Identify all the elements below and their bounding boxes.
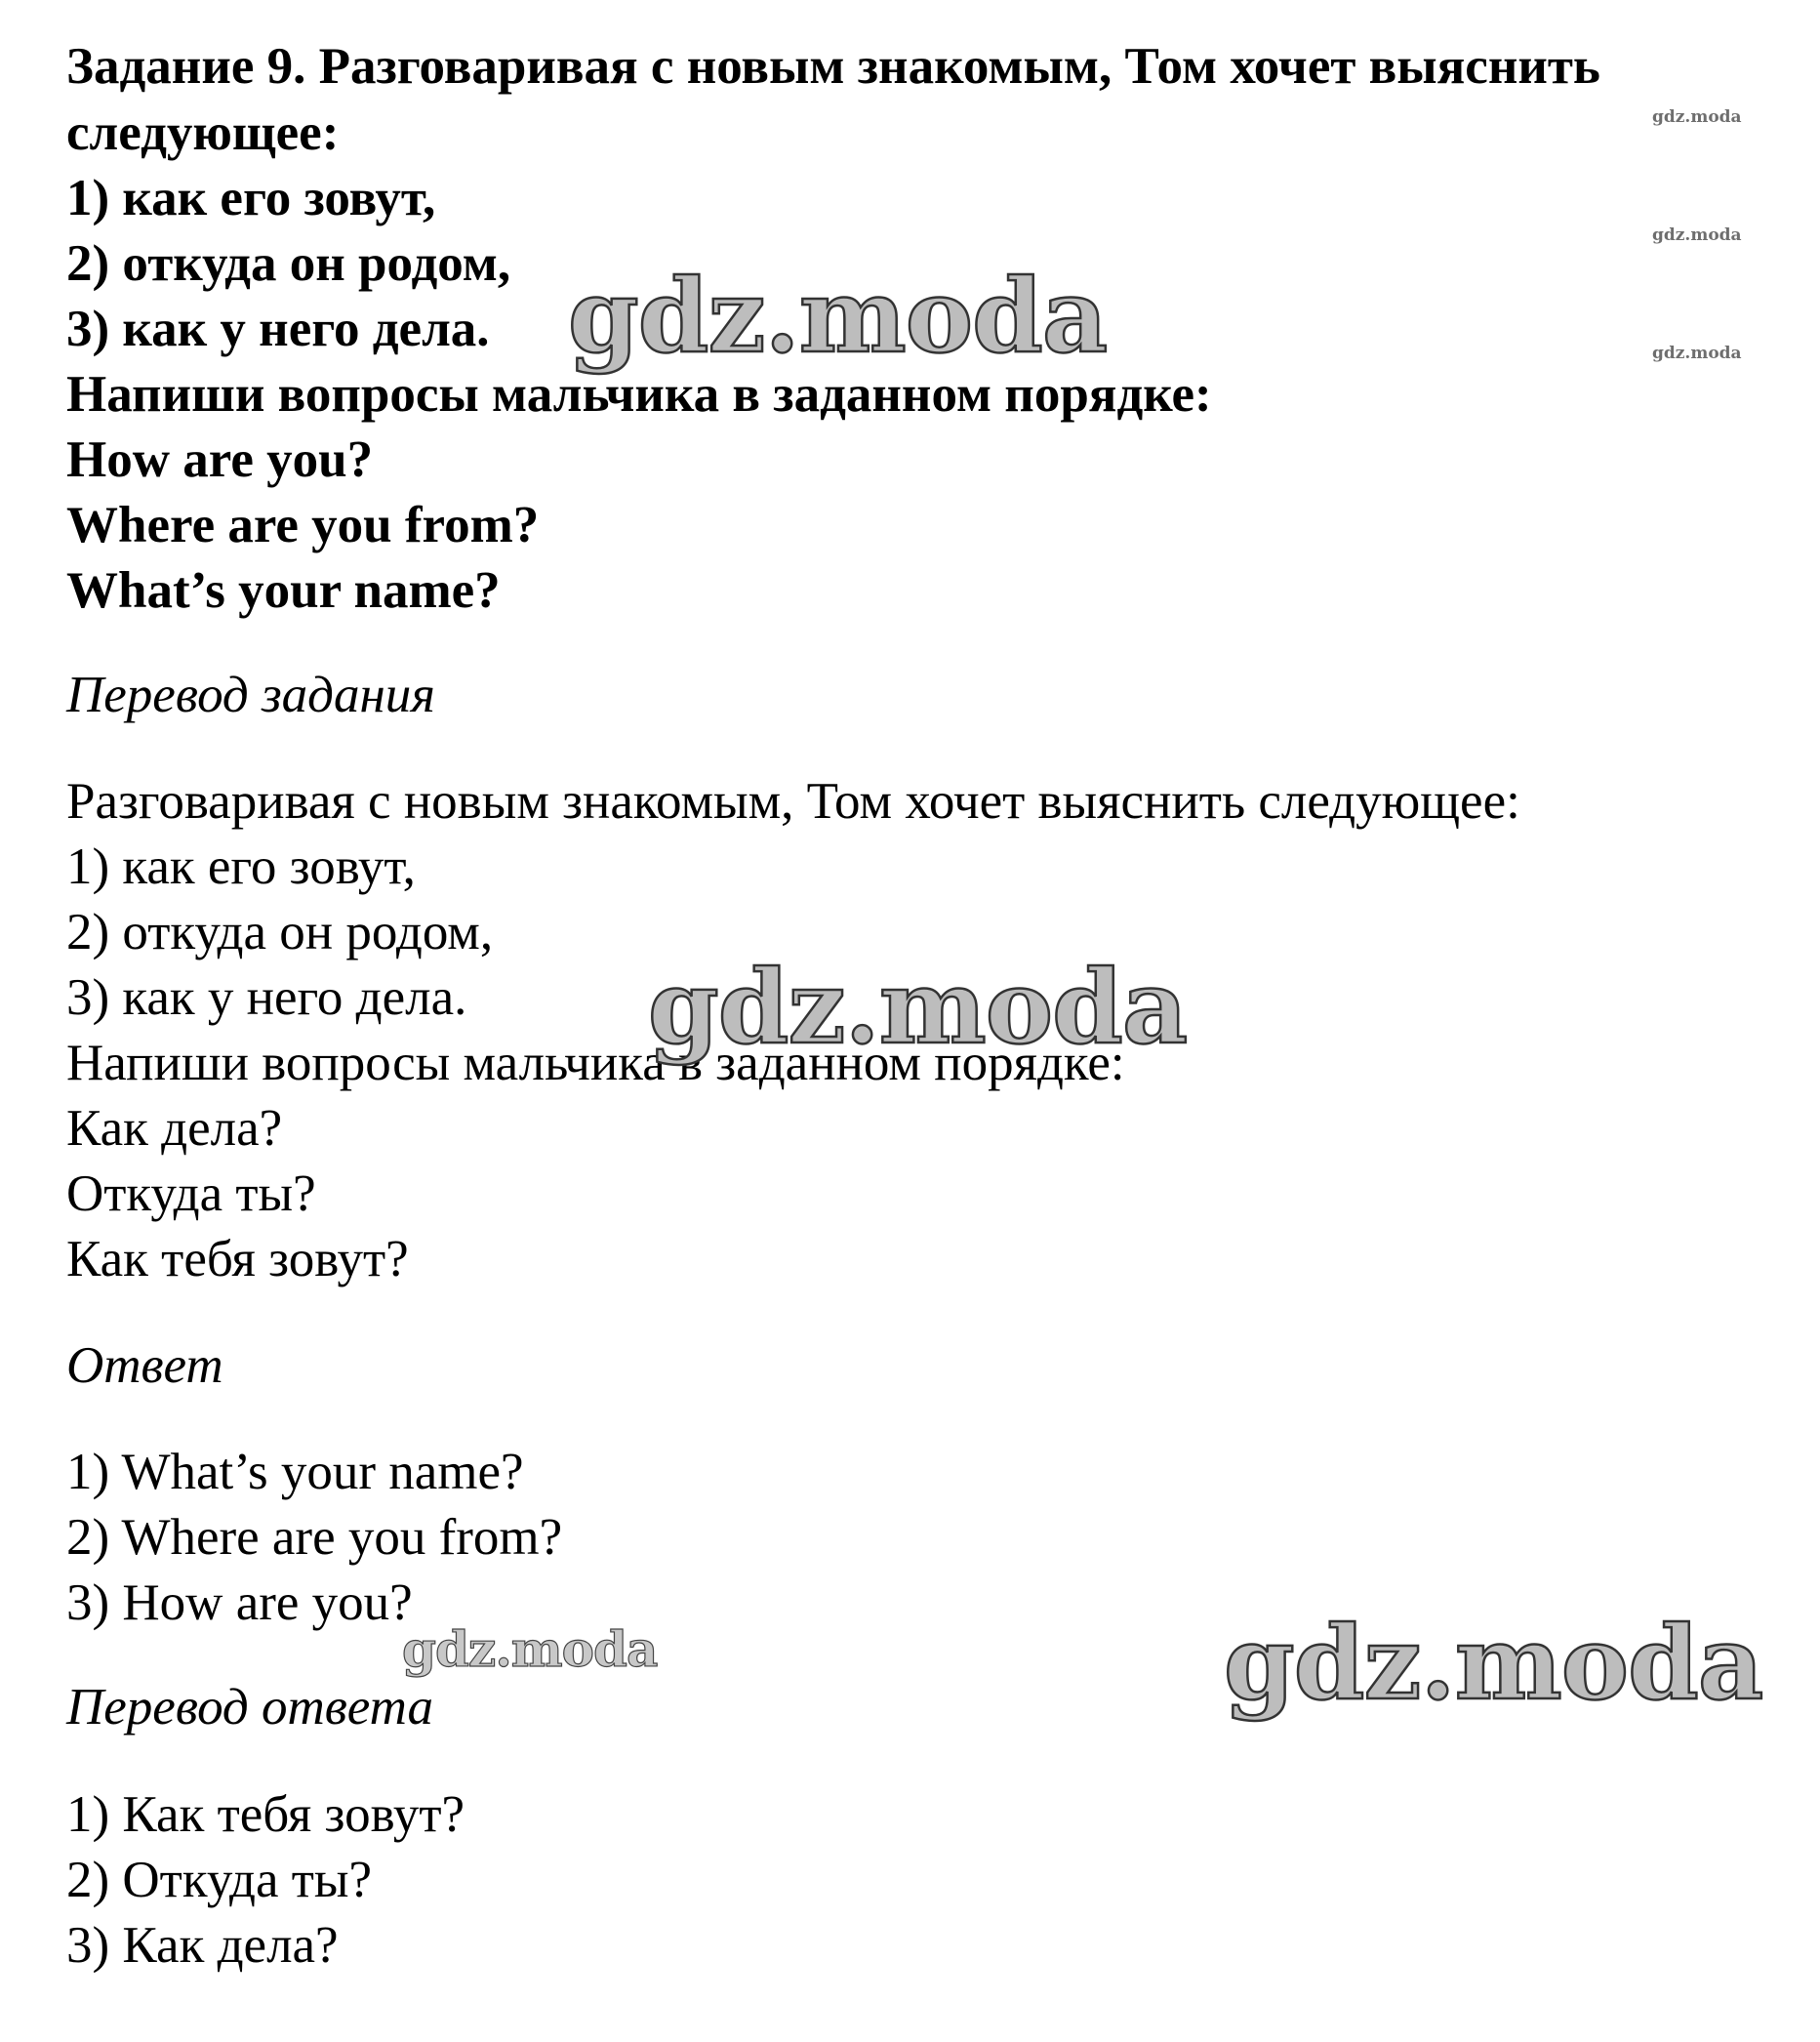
- translation-item-1: 1) как его зовут,: [66, 838, 416, 895]
- translation-intro: Разговаривая с новым знакомым, Том хочет выяснить следующее:: [66, 773, 1520, 830]
- translation-question-1: Как дела?: [66, 1100, 283, 1157]
- task-heading-line2: следующее:: [66, 104, 340, 161]
- task-item-3: 3) как у него дела.: [66, 301, 490, 357]
- watermark-logo: gdz.moda: [1224, 1603, 1763, 1723]
- task-instruction: Напиши вопросы мальчика в заданном порядке:: [66, 366, 1212, 423]
- watermark-logo: gdz.moda: [1652, 225, 1742, 245]
- translation-item-2: 2) откуда он родом,: [66, 904, 494, 960]
- task-item-2: 2) откуда он родом,: [66, 235, 511, 292]
- answer-translation-item-1: 1) Как тебя зовут?: [66, 1786, 465, 1843]
- answer-item-2: 2) Where are you from?: [66, 1509, 563, 1566]
- translation-question-3: Как тебя зовут?: [66, 1231, 409, 1287]
- task-item-1: 1) как его зовут,: [66, 170, 436, 226]
- translation-item-3: 3) как у него дела.: [66, 969, 467, 1026]
- answer-translation-label: Перевод ответа: [66, 1679, 434, 1736]
- watermark-logo: gdz.moda: [648, 947, 1188, 1067]
- answer-translation-item-2: 2) Откуда ты?: [66, 1852, 373, 1908]
- watermark-logo: gdz.moda: [1652, 344, 1742, 363]
- watermark-logo: gdz.moda: [568, 256, 1108, 376]
- answer-translation-item-3: 3) Как дела?: [66, 1917, 339, 1974]
- translation-question-2: Откуда ты?: [66, 1165, 316, 1222]
- answer-item-1: 1) What’s your name?: [66, 1444, 524, 1500]
- task-question-1: How are you?: [66, 431, 374, 488]
- task-heading-line1: Задание 9. Разговаривая с новым знакомым, Том хочет выяснить: [66, 38, 1600, 95]
- translation-label: Перевод задания: [66, 667, 435, 723]
- watermark-logo: gdz.moda: [402, 1620, 658, 1678]
- translation-instruction: Напиши вопросы мальчика в заданном порядке:: [66, 1035, 1125, 1091]
- answer-label: Ответ: [66, 1337, 223, 1394]
- answer-item-3: 3) How are you?: [66, 1574, 413, 1631]
- watermark-logo: gdz.moda: [1652, 107, 1742, 127]
- task-question-2: Where are you from?: [66, 497, 540, 553]
- task-question-3: What’s your name?: [66, 562, 501, 619]
